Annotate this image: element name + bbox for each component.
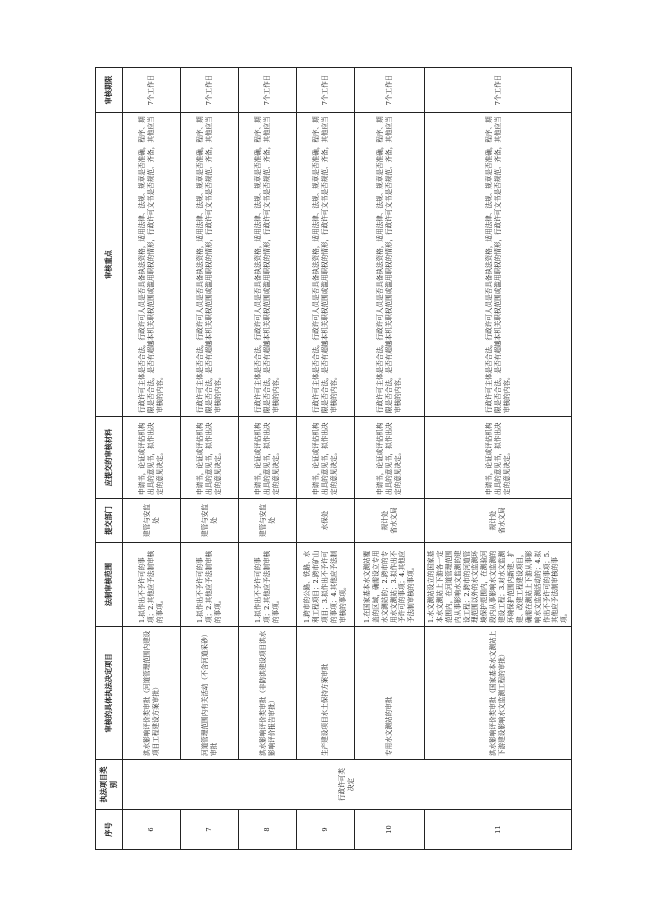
header-seq: 序号 [96, 810, 123, 850]
row-dept: 建管与安监处 [123, 499, 181, 543]
header-period: 审核期限 [96, 68, 123, 113]
row-item: 生产建设项目水土保持方案审批 [297, 627, 355, 760]
row-scope: 1.拟作出不予许可的事项；2.其他应予法制审核的事项。 [181, 543, 239, 627]
row-focus: 行政许可主体是否合法，行政许可人员是否具备执法资格，适用法律、法规、规章是否准确，程序、期限是否合法，是否有超越本机关职权范围或滥用职权的情形，行政许可文书是否规范、齐备，其他应当审核的内容。 [355, 113, 425, 417]
row-dept: 建管与安监处 [239, 499, 297, 543]
row-dept: 规计处 省水文局 [355, 499, 425, 543]
table-row [181, 68, 239, 850]
row-focus: 行政许可主体是否合法，行政许可人员是否具备执法资格，适用法律、法规、规章是否准确，程序、期限是否合法，是否有超越本机关职权范围或滥用职权的情形，行政许可文书是否规范、齐备，其他应当审核的内容。 [425, 113, 572, 417]
row-period: 7个工作日 [297, 68, 355, 113]
header-item: 审核的具体执法决定项目 [96, 627, 123, 760]
row-item: 洪水影响评价类审批（河道管理范围内建设项目工程建设方案审批） [123, 627, 181, 760]
row-period: 7个工作日 [425, 68, 572, 113]
row-seq: 6 [123, 810, 181, 850]
header-dept: 提交部门 [96, 499, 123, 543]
header-row [96, 68, 123, 850]
row-materials: 申请书，论证或评估机构出具的意见书，拟作出决定的意见决定。 [181, 417, 239, 499]
row-item: 洪水影响评价类审批（国家基本水文测站上下游建设影响水文监测工程的审批） [425, 627, 572, 760]
row-scope: 1.在国家基本水文测站覆盖的区域，确需设立专用水文测站的；2.跨市的专用水文测站；3.拟作出不予许可的事项；4.其他应予法制审核的事项。 [355, 543, 425, 627]
row-period: 7个工作日 [181, 68, 239, 113]
row-dept: 规计处 省水文局 [425, 499, 572, 543]
row-seq: 10 [355, 810, 425, 850]
table-row [297, 68, 355, 850]
row-scope: 1.拟作出不予许可的事项；2.其他应予法制审核的事项。 [239, 543, 297, 627]
row-materials: 申请书，论证或评估机构出具的意见书，拟作出决定的意见决定。 [355, 417, 425, 499]
row-seq: 8 [239, 810, 297, 850]
review-table [95, 67, 572, 850]
header-scope: 法制审核范围 [96, 543, 123, 627]
row-scope: 1.水文测站设立的国家基本水文测站上下游各一定范围内，在河道管理范围内从事影响水文监测的建设工程；2.跨市的河道管理范围以外的水文监测环境保护范围内，在测验河段内从事影响水文监测的建设工程；3.对水文监测环境保护范围内新建、扩建、改建工程建设项目，确需在测站上下游从事影响水文监测活动的；4.拟作出不予许可的事项；5.其他应予法制审核的事项。 [425, 543, 572, 627]
row-item: 洪水影响评价类审批（非防洪建设项目洪水影响评价报告审批） [239, 627, 297, 760]
header-category: 执法项目类别 [96, 760, 123, 810]
row-focus: 行政许可主体是否合法，行政许可人员是否具备执法资格，适用法律、法规、规章是否准确，程序、期限是否合法，是否有超越本机关职权范围或滥用职权的情形，行政许可文书是否规范、齐备，其他应当审核的内容。 [123, 113, 181, 417]
row-focus: 行政许可主体是否合法，行政许可人员是否具备执法资格，适用法律、法规、规章是否准确，程序、期限是否合法，是否有超越本机关职权范围或滥用职权的情形，行政许可文书是否规范、齐备，其他应当审核的内容。 [297, 113, 355, 417]
table-row [355, 68, 425, 850]
row-seq: 7 [181, 810, 239, 850]
header-focus: 审核重点 [96, 113, 123, 417]
row-seq: 11 [425, 810, 572, 850]
row-materials: 申请书，论证或评估机构出具的意见书，拟作出决定的意见决定。 [123, 417, 181, 499]
row-scope: 1.跨市的公路、铁路、水利工程项目；2.跨市矿山项目；3.拟作出不予许可的事项；4.其他应予法制审核的事项。 [297, 543, 355, 627]
row-item: 专用水文测站的审批 [355, 627, 425, 760]
row-seq: 9 [297, 810, 355, 850]
table-row [239, 68, 297, 850]
row-dept: 水保处 [297, 499, 355, 543]
row-focus: 行政许可主体是否合法，行政许可人员是否具备执法资格，适用法律、法规、规章是否准确，程序、期限是否合法，是否有超越本机关职权范围或滥用职权的情形，行政许可文书是否规范、齐备，其他应当审核的内容。 [239, 113, 297, 417]
table-row [123, 68, 181, 850]
rotated-page [95, 68, 569, 850]
row-materials: 申请书，论证或评估机构出具的意见书，拟作出决定的意见决定。 [239, 417, 297, 499]
header-materials: 应提交的审核材料 [96, 417, 123, 499]
row-focus: 行政许可主体是否合法，行政许可人员是否具备执法资格，适用法律、法规、规章是否准确，程序、期限是否合法，是否有超越本机关职权范围或滥用职权的情形，行政许可文书是否规范、齐备，其他应当审核的内容。 [181, 113, 239, 417]
row-item: 河道管理范围内有关活动（不含河道采砂）审批 [181, 627, 239, 760]
row-scope: 1.拟作出不予许可的事项；2.其他应予法制审核的事项。 [123, 543, 181, 627]
row-materials: 申请书，论证或评估机构出具的意见书，拟作出决定的意见决定。 [297, 417, 355, 499]
row-materials: 申请书，论证或评估机构出具的意见书，拟作出决定的意见决定。 [425, 417, 572, 499]
row-period: 7个工作日 [239, 68, 297, 113]
row-period: 7个工作日 [123, 68, 181, 113]
row-period: 7个工作日 [355, 68, 425, 113]
table-row [425, 68, 572, 850]
row-dept: 建管与安监处 [181, 499, 239, 543]
row-category: 行政许可类 决定 [123, 760, 572, 810]
